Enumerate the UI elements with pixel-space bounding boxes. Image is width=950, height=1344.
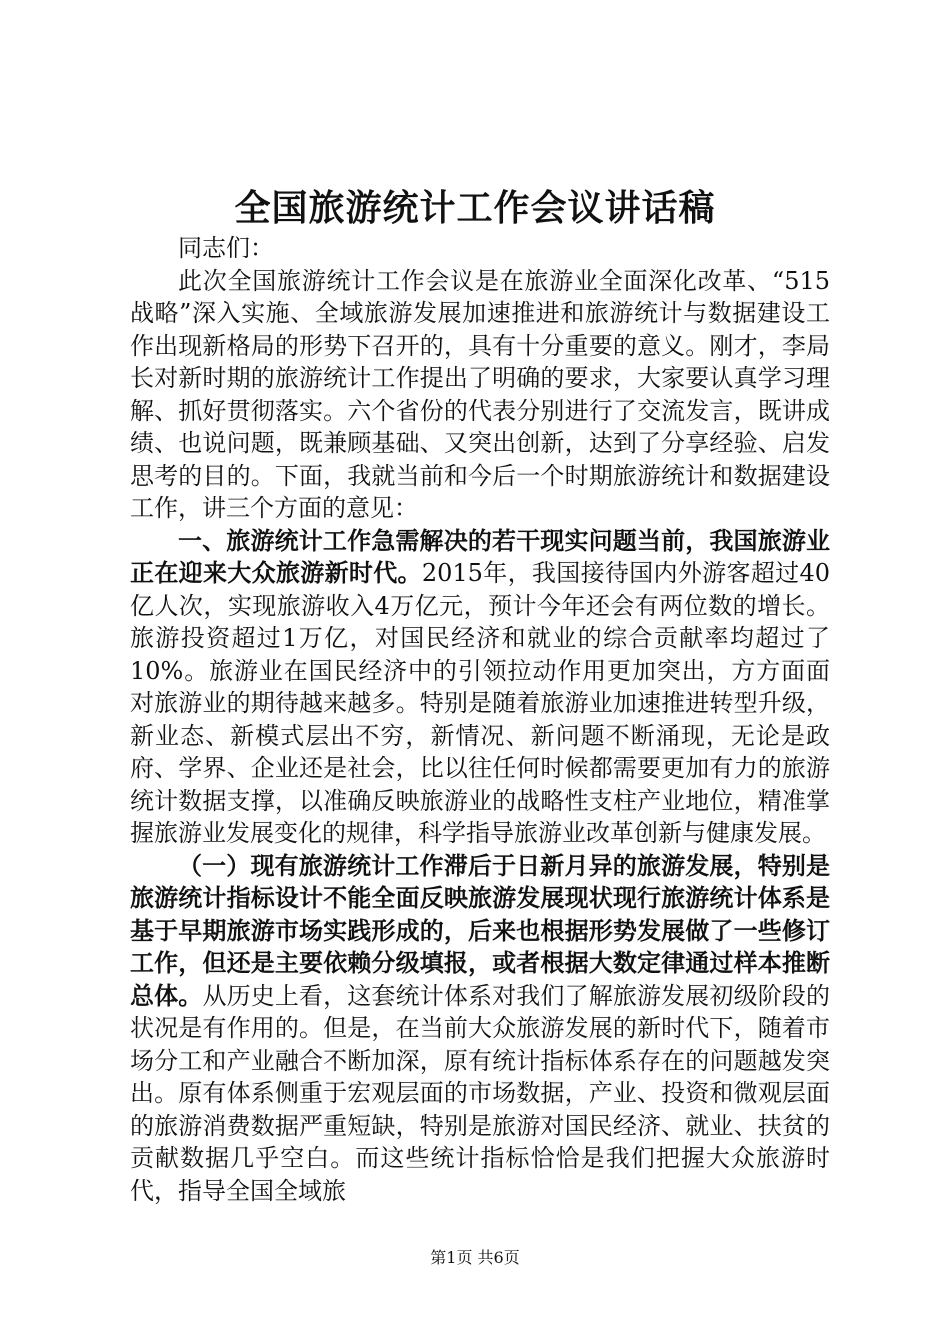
document-body [130,232,830,1207]
intro-paragraph: 此次全国旅游统计工作会议是在旅游业全面深化改革、“515战略”深入实施、全域旅游发展加速推进和旅游统计与数据建设工作出现新格局的形势下召开的，具有十分重要的意义。刚才，李局长对新时期的旅游统计工作提出了明确的要求，大家要认真学习理解、抓好贯彻落实。六个省份的代表分别进行了交流发言，既讲成绩、也说问题，既兼顾基础、又突出创新，达到了分享经验、启发思考的目的。下面，我就当前和今后一个时期旅游统计和数据建设工作，讲三个方面的意见： [130,266,830,522]
subsection-1-heading: （一）现有旅游统计工作滞后于日新月异的旅游发展，特别是旅游统计指标设计不能全面反映旅游发展现状现行旅游统计体系是基于早期旅游市场实践形成的，后来也根据形势发展做了一些修订工作，但还是主要依赖分级填报，或者根据大数定律通过样本推断总体。 [130,851,830,1010]
subsection-1-paragraph [130,850,830,1208]
section-1-heading: 一、旅游统计工作急需解决的若干现实问题当前，我国旅游业正在迎来大众旅游新时代。 [130,526,830,587]
section-1-paragraph [130,525,830,850]
greeting: 同志们： [178,234,274,262]
page-number: 第1页 共6页 [430,1248,520,1267]
document-title: 全国旅游统计工作会议讲话稿 [234,188,716,229]
section-1-body: 2015年，我国接待国内外游客超过40亿人次，实现旅游收入4万亿元，预计今年还会有两位数的增长。旅游投资超过1万亿，对国民经济和就业的综合贡献率均超过了10%。旅游业在国民经济中的引领拉动作用更加突出，方方面面对旅游业的期待越来越多。特别是随着旅游业加速推进转型升级，新业态、新模式层出不穷，新情况、新问题不断涌现，无论是政府、学界、企业还是社会，比以往任何时候都需要更加有力的旅游统计数据支撑，以准确反映旅游业的战略性支柱产业地位，精准掌握旅游业发展变化的规律，科学指导旅游业改革创新与健康发展。 [130,559,831,847]
subsection-1-body: 从历史上看，这套统计体系对我们了解旅游发展初级阶段的状况是有作用的。但是，在当前大众旅游发展的新时代下，随着市场分工和产业融合不断加深，原有统计指标体系存在的问题越发突出。原有体系侧重于宏观层面的市场数据，产业、投资和微观层面的旅游消费数据严重短缺，特别是旅游对国民经济、就业、扶贫的贡献数据几乎空白。而这些统计指标恰恰是我们把握大众旅游时代，指导全国全域旅 [130,981,831,1205]
